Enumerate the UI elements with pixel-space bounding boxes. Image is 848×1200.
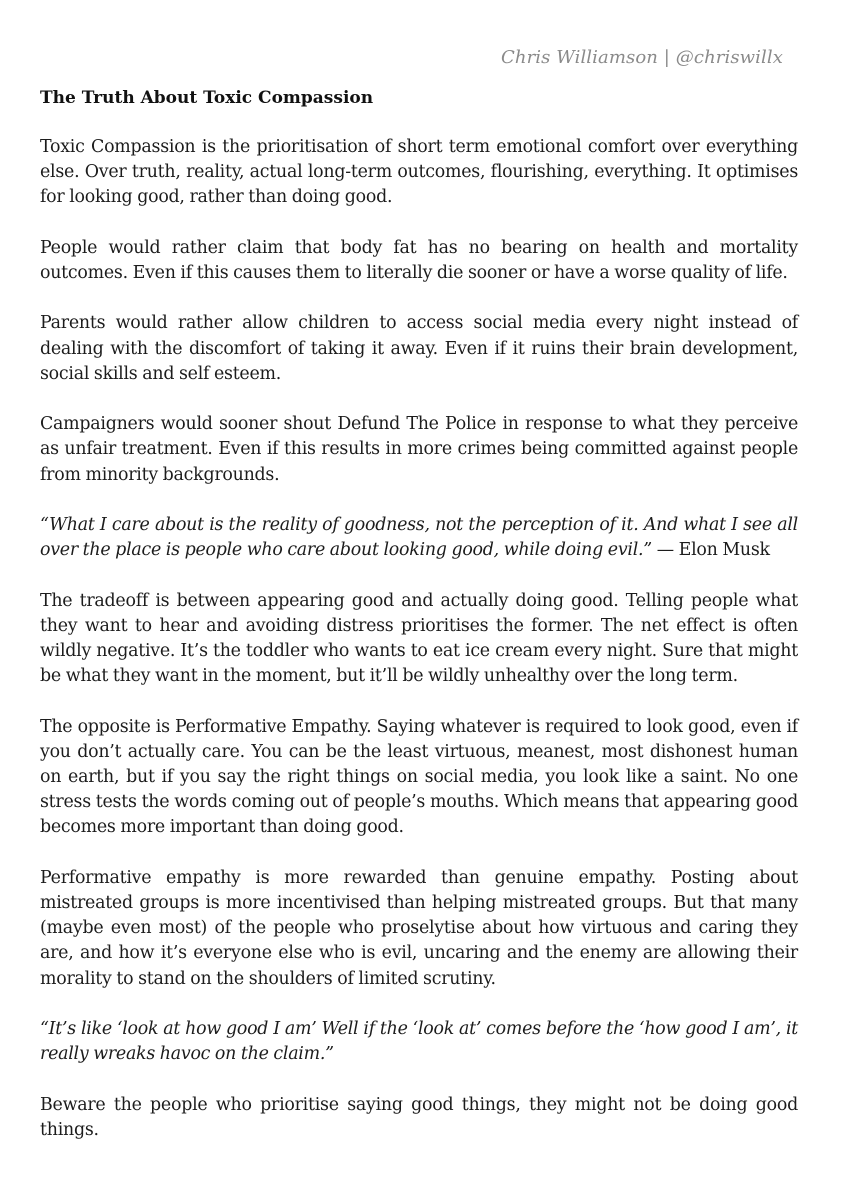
article-title: The Truth About Toxic Compassion xyxy=(40,88,374,108)
paragraph-performative-empathy: The opposite is Performative Empathy. Saying whatever is required to look good, even if you don’t actually care. You can be the least virtuous, meanest, most dishonest human on earth, but if you say the right things on social media, you look like a saint. No one stress tests the words coming out of people’s mouths. Which means that appearing good becomes more important than doing good. xyxy=(40,716,798,838)
quote-text: “What I care about is the reality of goodness, not the perception of it. And what I see all over the place is people who care about looking good, while doing evil.” xyxy=(40,514,798,561)
quote-elon-musk xyxy=(40,513,798,563)
paragraph-toxic-compassion-definition: Toxic Compassion is the prioritisation of short term emotional comfort over everything else. Over truth, reality, actual long-term outcomes, flourishing, everything. It optimises for looking good, rather than doing good. xyxy=(40,137,798,208)
paragraph-rewarded-empathy: Performative empathy is more rewarded than genuine empathy. Posting about mistreated groups is more incentivised than helping mistreated groups. But that many (maybe even most) of the people who proselytise about how virtuous and caring they are, and how it’s everyone else who is evil, uncaring and the enemy are allowing their morality to stand on the shoulders of limited scrutiny. xyxy=(40,867,798,989)
document-page xyxy=(40,0,798,1200)
article-body xyxy=(40,135,798,1168)
paragraph-campaigners: Campaigners would sooner shout Defund The Police in response to what they perceive as unfair treatment. Even if this results in more crimes being committed against people from minority backgrounds. xyxy=(40,414,798,485)
paragraph-tradeoff: The tradeoff is between appearing good and actually doing good. Telling people what they want to hear and avoiding distress prioritises the former. The net effect is often wildly negative. It’s the toddler who wants to eat ice cream every night. Sure that might be what they want in the moment, but it’ll be wildly unhealthy over the long term. xyxy=(40,590,798,687)
paragraph-parents: Parents would rather allow children to access social media every night instead of dealing with the discomfort of taking it away. Even if it ruins their brain development, social skills and self esteem. xyxy=(40,313,798,384)
quote-attribution: — Elon Musk xyxy=(651,540,770,561)
paragraph-body-fat: People would rather claim that body fat has no bearing on health and mortality outcomes. Even if this causes them to literally die sooner or have a worse quality of life. xyxy=(40,237,798,283)
paragraph-closing: Beware the people who prioritise saying good things, they might not be doing good things. xyxy=(40,1094,798,1140)
author-byline: Chris Williamson | @chriswillx xyxy=(501,47,783,68)
quote-look-at-how-good: “It’s like ‘look at how good I am’ Well if the ‘look at’ comes before the ‘how good I am’, it really wreaks havoc on the claim.” xyxy=(40,1018,798,1065)
